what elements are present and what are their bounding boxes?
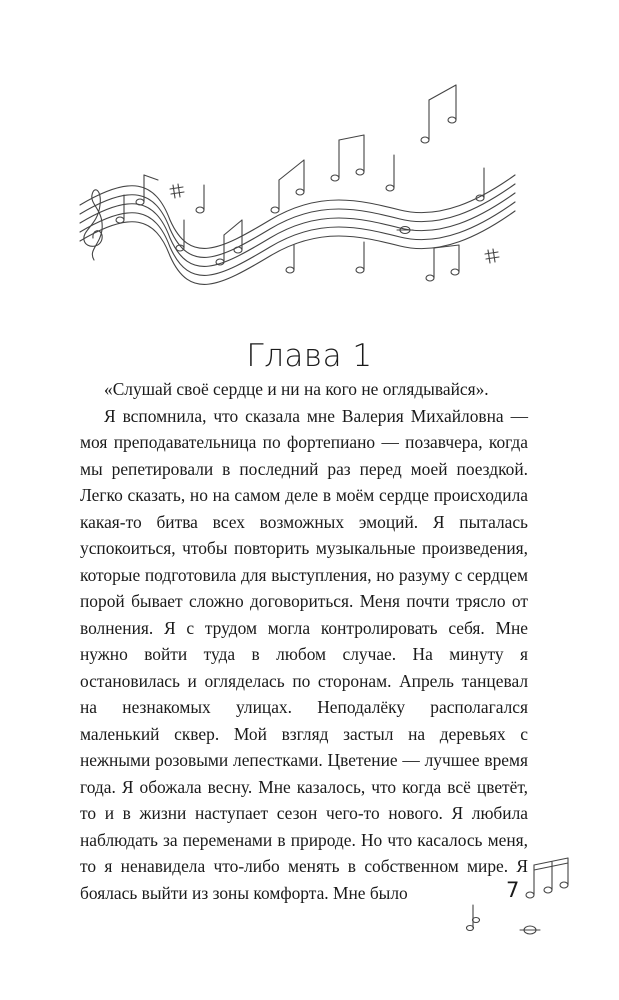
staff-lines [80,175,515,284]
musical-staff-illustration [60,80,530,300]
music-notes-illustration [460,850,580,950]
page-number: 7 [506,878,520,902]
whole-note-icon [520,926,540,934]
quarter-note-icon [467,905,480,931]
body-paragraph: Я вспомнила, что сказала мне Валерия Михайловна — моя преподавательница по фортепиано — позавчера, когда мы репетировали в последний раз перед моей поездкой. Легко сказать, но на самом деле в моём сердце происходила какая-то битва всех возможных эмоций. Я пыталась успокоиться, чтобы повторить музыкальные произведения, которые подготовила для выступления, но разуму с сердцем порой бывает сложно договориться. Меня почти трясло от волнения. Я с трудом могла контролировать себя. Мне нужно войти туда в любом случае. На минуту я остановилась и огляделась по сторонам. Апрель танцевал на незнакомых улицах. Неподалёку располагался маленький сквер. Мой взгляд застыл на деревьях с нежными розовыми лепестками. Цветение — лучшее время года. Я обожала весну. Мне казалось, что когда всё цветёт, то и в жизни наступает сезон чего-то нового. Я любила наблюдать за переменами в природе. Но что касалось меня, то я ненавидела что-либо менять в собственном мире. Я боялась выйти из зоны комфорта. Мне было [80,405,528,903]
chapter-title: Глава 1 [246,338,373,374]
body-text [80,376,528,906]
eighth-notes-icon [526,858,568,898]
sharp-sign-icon [170,184,499,263]
note-group [116,85,484,281]
epigraph-paragraph: «Слушай своё сердце и ни на кого не оглядывайся». [104,379,489,399]
